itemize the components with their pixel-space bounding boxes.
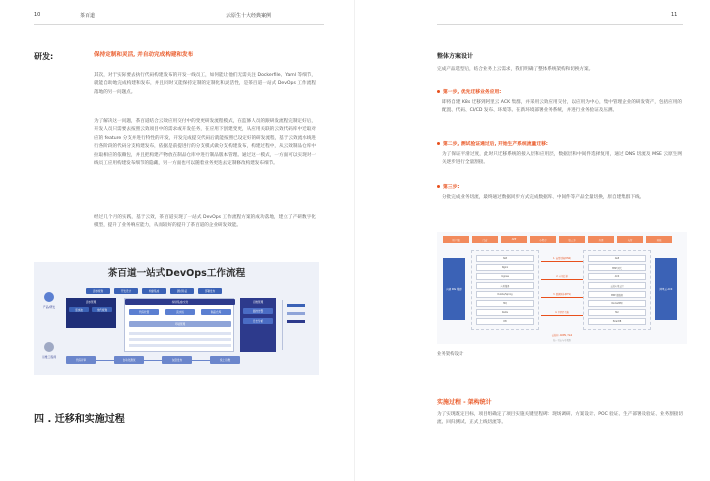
left-cluster-label: 自建 K8s 集群 (443, 258, 465, 320)
requirement-panel (66, 298, 116, 328)
bullet-icon (437, 142, 440, 145)
architecture-diagram (437, 232, 687, 344)
panel-item: 迭代规划 (92, 307, 112, 312)
phase-tab: 构建集成 (142, 288, 166, 294)
migration-label: 2. 应用迁移 (556, 275, 568, 278)
step-label-text: 第一步, 优先迁移业务应用: (443, 90, 502, 95)
design-intro: 完成产品选型后，结合业务上云需求，我们明确了整体系统架构和切换方案。 (437, 67, 594, 72)
arch-box: DB (476, 318, 534, 325)
arch-box: Nginx (476, 264, 534, 271)
arch-box: ALB (588, 255, 646, 262)
panel-item: 监控告警 (243, 308, 273, 314)
panel-title: 持续集成/交付 (125, 299, 235, 305)
migration-label: 3. 数据同步(DTS) (553, 293, 571, 296)
role-label: 运维工程师 (42, 354, 56, 359)
right-cluster-label: 阿里云 ACK (655, 258, 677, 320)
paragraph-1: 其次，对于实际要去执行代码构建发布的开发一线员工，如何能让他们无需关注 Dockerfile、Yaml 等细节，就能自助地完成构建和发布，并且同时又能保持定制的定制化和灵活性，是茶百道一站式 DevOps 工作流程落地的另一问题点。 (94, 73, 316, 95)
connector (192, 360, 210, 361)
migration-label: 1. 流量切换(DNS) (553, 257, 571, 260)
arch-box: PolarDB (588, 318, 646, 325)
panel-item: 日志分析 (243, 318, 273, 324)
panel-title: 运维管理 (252, 300, 264, 304)
migration-label: 4. 中间件替换 (555, 311, 569, 314)
step-2-text: 为了保证平滑过度，此时只迁移系统的接入层和应用层，数据层和中间件选择复用，通过 DNS 切流及 MSE 云原生网关逐步进行全量割接。 (442, 152, 682, 166)
bottom-label: 统一日志与可观测 (553, 339, 571, 342)
progress-row (129, 338, 231, 341)
arch-tab: 其他 (646, 236, 672, 243)
paragraph-2: 为了解决这一问题，茶百道结合云效应用交付中的变更研发流程模式，在监修人员的跟研发流程完制定好后，开发人员只需要去按照云效项目中的需求或开发任务，在应用下创建变更，从应用关联的云效代码库中迁取对应的 feature 分支并进行特性的开发，开发完成提交代码后就能按照已设定好的研发流程，基于云效流水线进行各阶段的代码分支构建发布，依据是前提进行的分支模式做分支构建发布，构建过程中，从云效制品仓库中拉取相应的依赖包，并且把构建产物放在制品仓库中进行制品版本管理。通过这一模式，一方面可以实现对一线员工应用构建发布细节的隐藏，另一方面也可以随着业务更迭去定制修改构建发布细节。 (94, 119, 316, 167)
left-column (471, 250, 539, 330)
arch-box: Dubbo/Spring (476, 291, 534, 298)
bottom-node: 代码评审 (66, 356, 96, 364)
arch-box: Redis (476, 309, 534, 316)
ci-cd-panel (124, 298, 234, 352)
bottom-node: 灰度发布 (162, 356, 192, 364)
arch-box: Tair (588, 309, 646, 316)
arch-caption: 业务架构设计 (437, 352, 464, 357)
user-avatar-icon (44, 292, 54, 302)
right-page-number: 11 (671, 12, 678, 18)
legend-swatch (287, 312, 305, 315)
arch-tab: 外卖 (588, 236, 614, 243)
bottom-node: 自动化测试 (114, 356, 144, 364)
panel-item: 流水线 (165, 309, 195, 315)
legend-swatch (287, 304, 305, 307)
phase-tab: 测试验证 (170, 288, 194, 294)
progress-row (129, 344, 231, 347)
header-rule (437, 24, 683, 25)
panel-item: 需求池 (69, 307, 89, 312)
section-heading: 四 . 迁移和实施过程 (34, 414, 125, 425)
role-label: 产品/研发 (42, 304, 56, 309)
orange-subtitle: 保持定制和灵活, 并自动完成构建和发布 (94, 52, 194, 58)
header-rule (34, 24, 324, 25)
ops-avatar-icon (44, 342, 54, 352)
bullet-icon (437, 185, 440, 188)
panel-title: 需求管理 (85, 300, 97, 304)
phase-tab: 需求规划 (86, 288, 110, 294)
design-title: 整体方案设计 (437, 53, 474, 60)
migration-arrow (541, 261, 583, 262)
step-1-label (437, 88, 501, 95)
phase-tab: 部署发布 (198, 288, 222, 294)
panel-item: 制品仓库 (201, 309, 231, 315)
arch-box: MSE 网关 (588, 264, 646, 271)
flow-title: 茶百道一站式DevOps工作流程 (107, 268, 246, 279)
left-page-number: 10 (34, 12, 41, 18)
panel-item: 代码托管 (129, 309, 159, 315)
step-3-label (437, 183, 459, 190)
paragraph-3: 经过几个月的实践，基于云效，茶百道实现了一站式 DevOps 工作流程方案的成功落地，建立了产研数字化模型，提升了业务响应能力，从而较好的提升了茶百道的企业研发效能。 (94, 215, 316, 229)
process-text: 为了实现既定目标，项目组确定了项目实施关键里程碑：现场调研、方案设计、POC 验证、生产部署及验证、业务割接切流、回归测试、正式上线切流等。 (437, 412, 683, 426)
bullet-icon (437, 90, 440, 93)
migration-arrow (541, 279, 583, 280)
migration-arrow (541, 315, 583, 316)
arch-tab: 门店 (472, 236, 498, 243)
arch-tab: 小程序 (530, 236, 556, 243)
process-title: 实施过程 - 架构统计 (437, 399, 492, 406)
arch-box: MQ (476, 300, 534, 307)
arch-tab: 用户端 (443, 236, 469, 243)
arch-tab: 支付 (617, 236, 643, 243)
arch-box: Ingress (476, 273, 534, 280)
phase-tab: 开发设计 (114, 288, 138, 294)
bottom-node: 线上运维 (210, 356, 240, 364)
step-1-text: 即将自建 K8s 迁移到阿里云 ACK 集群，并采用云效应用交付，以应用为中心，集中管理企业的研发资产，包括应用的配置、代码、CI/CD 发布、环境等。在新环境部署业务系统，并进行业务验证及压测。 (442, 100, 682, 114)
arch-box: 云效应用交付 (588, 282, 646, 289)
connector (96, 360, 114, 361)
arch-box: RocketMQ (588, 300, 646, 307)
bottom-label: 云监控: ARMS / SLS (551, 334, 573, 337)
migration-arrow (541, 297, 583, 298)
step-label-text: 第三步: (443, 185, 460, 190)
arch-box: SLB (476, 255, 534, 262)
legend-swatch (287, 320, 305, 323)
arch-tab: 第三方 (559, 236, 585, 243)
step-3-text: 分批完成业务切流，最终通过数据同步方式完成数据库、中间件等产品全量切换，原自建集群下线。 (442, 195, 645, 200)
step-2-label (437, 140, 548, 147)
connector (144, 360, 162, 361)
panel-item: 环境管理 (129, 321, 231, 327)
ops-panel (240, 298, 276, 352)
devops-flow-diagram (34, 262, 319, 375)
arch-box: MSE 微服务 (588, 291, 646, 298)
legend-column (282, 300, 310, 350)
running-title: 云原生十大经典案例 (226, 13, 272, 19)
progress-row (129, 332, 231, 335)
arch-box: 应用服务 (476, 282, 534, 289)
left-brand: 茶百道 (80, 13, 96, 19)
right-column (583, 250, 651, 330)
arch-box: ACK (588, 273, 646, 280)
arch-tab: APP (501, 236, 527, 243)
section-label: 研发: (34, 52, 54, 61)
step-label-text: 第二步, 测试验证通过后, 开始生产系统流量迁移: (443, 142, 548, 147)
